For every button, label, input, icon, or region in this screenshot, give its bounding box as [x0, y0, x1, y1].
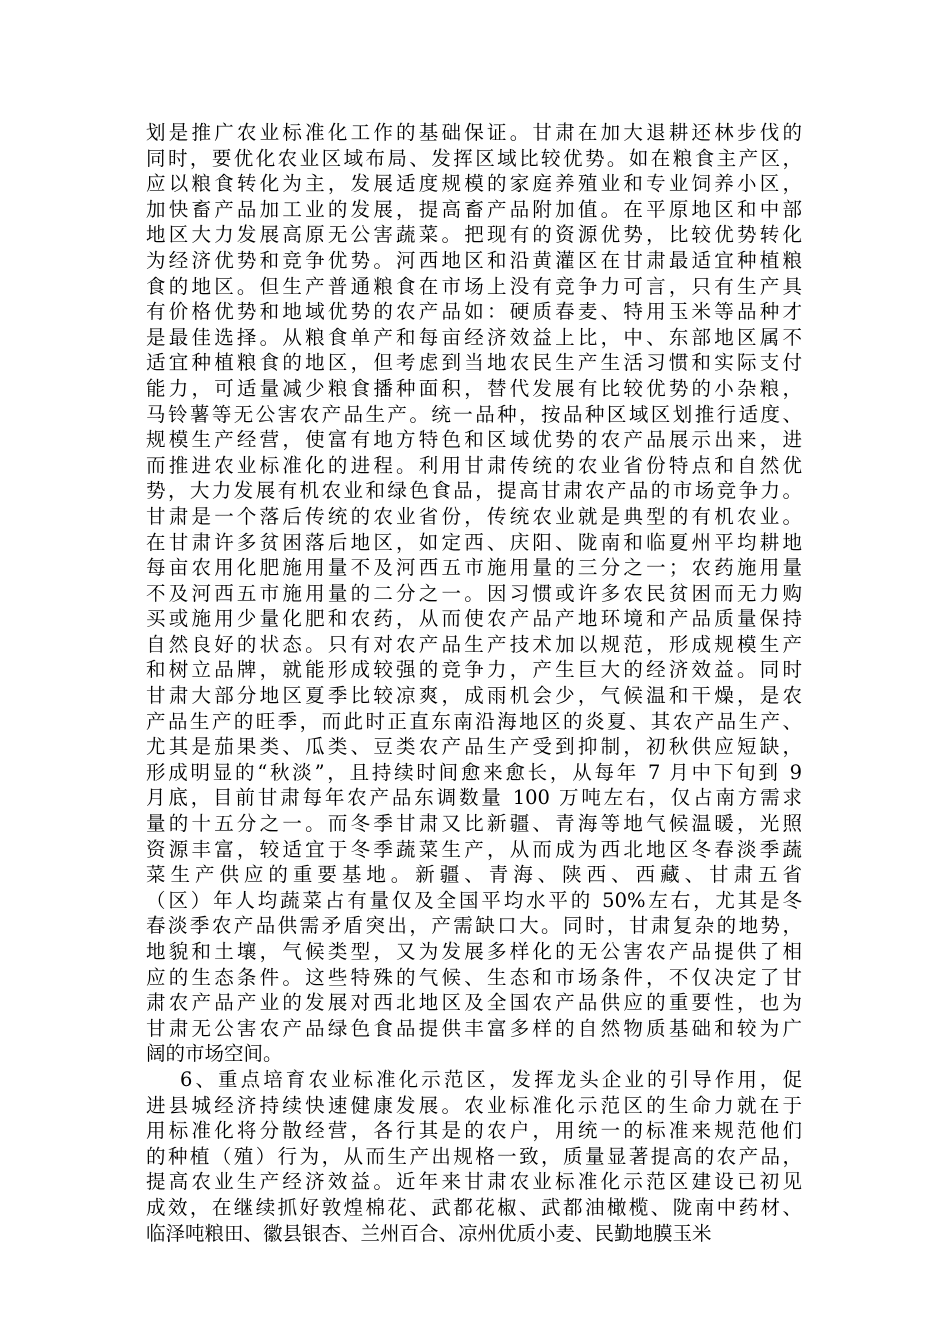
text-line: 的种植（殖）行为，从而生产出规格一致，质量显著提高的农产品，: [146, 1144, 802, 1168]
text-line: 甘肃无公害农产品绿色食品提供丰富多样的自然物质基础和较为广: [146, 1016, 802, 1040]
text-line: 进县城经济持续快速健康发展。农业标准化示范区的生命力就在于: [146, 1093, 802, 1117]
text-line: （区）年人均蔬菜占有量仅及全国平均水平的 50%左右，尤其是冬: [146, 888, 802, 912]
text-line: 临泽吨粮田、徽县银杏、兰州百合、凉州优质小麦、民勤地膜玉米: [146, 1221, 712, 1245]
text-line: 为经济优势和竞争优势。河西地区和沿黄灌区在甘肃最适宜种植粮: [146, 248, 802, 272]
text-line: 地区大力发展高原无公害蔬菜。把现有的资源优势，比较优势转化: [146, 223, 802, 247]
text-line: 能力，可适量减少粮食播种面积，替代发展有比较优势的小杂粮，: [146, 376, 802, 400]
text-line: 不及河西五市施用量的二分之一。因习惯或许多农民贫困而无力购: [146, 581, 802, 605]
text-line: 是最佳选择。从粮食单产和每亩经济效益上比，中、东部地区属不: [146, 325, 802, 349]
text-line: 用标准化将分散经营，各行其是的农户，用统一的标准来规范他们: [146, 1119, 802, 1143]
text-line: 应的生态条件。这些特殊的气候、生态和市场条件，不仅决定了甘: [146, 965, 802, 989]
text-line: 同时，要优化农业区域布局、发挥区域比较优势。如在粮食主产区，: [146, 146, 802, 170]
text-line: 肃农产品产业的发展对西北地区及全国农产品供应的重要性，也为: [146, 991, 802, 1015]
text-line: 划是推广农业标准化工作的基础保证。甘肃在加大退耕还林步伐的: [146, 121, 802, 144]
text-line: 买或施用少量化肥和农药，从而使农产品产地环境和产品质量保持: [146, 607, 802, 631]
text-line: 地貌和土壤，气候类型，又为发展多样化的无公害农产品提供了相: [146, 940, 802, 963]
text-line: 而推进农业标准化的进程。利用甘肃传统的农业省份特点和自然优: [146, 453, 802, 477]
text-line: 应以粮食转化为主，发展适度规模的家庭养殖业和专业饲养小区，: [146, 172, 802, 196]
text-line: 形成明显的“秋淡”，且持续时间愈来愈长，从每年 7 月中下旬到 9: [146, 760, 802, 784]
text-line: 尤其是茄果类、瓜类、豆类农产品生产受到抑制，初秋供应短缺，: [146, 735, 802, 759]
text-line: 资源丰富，较适宜于冬季蔬菜生产，从而成为西北地区冬春淡季蔬: [146, 837, 802, 861]
text-line: 春淡季农产品供需矛盾突出，产需缺口大。同时，甘肃复杂的地势，: [146, 914, 802, 938]
text-line: 月底，目前甘肃每年农产品东调数量 100 万吨左右，仅占南方需求: [146, 786, 802, 810]
text-line: 甘肃大部分地区夏季比较凉爽，成雨机会少，气候温和干燥，是农: [146, 684, 802, 708]
text-line: 势，大力发展有机农业和绿色食品，提高甘肃农产品的市场竞争力。: [146, 479, 802, 503]
text-line: 自然良好的状态。只有对农产品生产技术加以规范，形成规模生产: [146, 632, 802, 656]
text-line: 马铃薯等无公害农产品生产。统一品种，按品种区域区划推行适度、: [146, 402, 802, 426]
text-line: 每亩农用化肥施用量不及河西五市施用量的三分之一；农药施用量: [146, 556, 802, 580]
text-line: 产品生产的旺季，而此时正直东南沿海地区的炎夏、其农产品生产、: [146, 709, 802, 733]
text-line: 提高农业生产经济效益。近年来甘肃农业标准化示范区建设已初见: [146, 1170, 802, 1194]
text-line: 成效，在继续抓好敦煌棉花、武都花椒、武都油橄榄、陇南中药材、: [146, 1195, 802, 1219]
text-line: 有价格优势和地域优势的农产品如：硬质春麦、特用玉米等品种才: [146, 300, 802, 324]
text-line: 阔的市场空间。: [146, 1042, 283, 1066]
text-line: 食的地区。但生产普通粮食在市场上没有竞争力可言，只有生产具: [146, 274, 802, 298]
text-line: 和树立品牌，就能形成较强的竞争力，产生巨大的经济效益。同时: [146, 658, 802, 682]
text-line: 适宜种植粮食的地区，但考虑到当地农民生产生活习惯和实际支付: [146, 351, 802, 375]
text-line: 菜生产供应的重要基地。新疆、青海、陕西、西藏、甘肃五省: [146, 863, 802, 887]
document-body: [146, 120, 802, 1246]
text-line: 在甘肃许多贫困落后地区，如定西、庆阳、陇南和临夏州平均耕地: [146, 530, 802, 554]
text-line: 量的十五分之一。而冬季甘肃又比新疆、青海等地气候温暖，光照: [146, 812, 802, 836]
paragraph-1: [146, 120, 802, 1067]
text-line: 加快畜产品加工业的发展，提高畜产品附加值。在平原地区和中部: [146, 197, 802, 221]
text-line: 规模生产经营，使富有地方特色和区域优势的农产品展示出来，进: [146, 428, 802, 452]
paragraph-2: [146, 1067, 802, 1246]
text-line: 甘肃是一个落后传统的农业省份，传统农业就是典型的有机农业。: [146, 504, 802, 528]
text-line: 6、重点培育农业标准化示范区，发挥龙头企业的引导作用，促: [180, 1067, 802, 1091]
